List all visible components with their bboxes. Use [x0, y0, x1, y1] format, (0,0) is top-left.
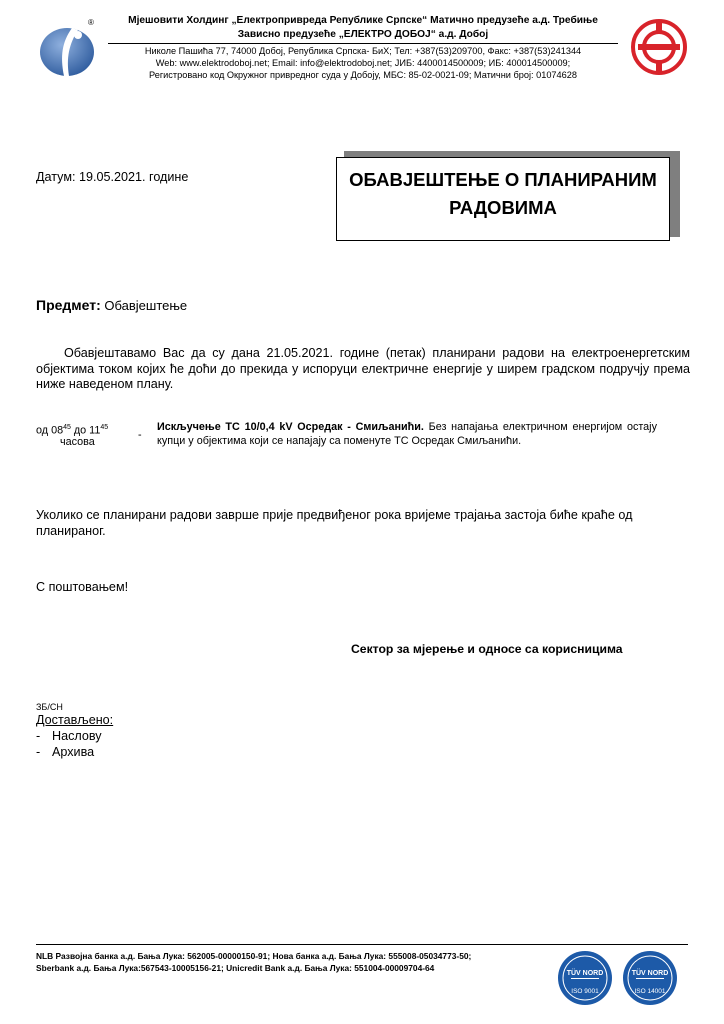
greeting: С поштовањем!	[36, 580, 129, 594]
schedule-to: до 11	[70, 424, 101, 437]
delivered-label: Достављено:	[36, 713, 114, 727]
left-logo	[38, 22, 98, 78]
cert2-brand: TÜV NORD	[631, 970, 669, 977]
document-date: Датум: 19.05.2021. године	[36, 170, 189, 184]
cert1-iso: ISO 9001	[571, 988, 599, 995]
schedule-from: од 08	[36, 424, 64, 437]
iso-9001-badge	[556, 949, 614, 1007]
list-item: - Архива	[36, 744, 95, 759]
bank-line-1: NLB Развојна банка а.д. Бања Лука: 562005-00000150-91; Нова банка а.д. Бања Лука: 555008-05034773-50;	[36, 951, 472, 961]
notice-title-line2: РАДОВИМА	[449, 197, 557, 218]
schedule-outage-title: Искључење ТС 10/0,4 kV Осредак - Смиљанићи.	[157, 421, 424, 433]
iso-14001-badge	[621, 949, 679, 1007]
right-logo	[630, 18, 688, 76]
footer-divider	[36, 944, 688, 945]
notice-title-line1: ОБАВЈЕШТЕЊЕ О ПЛАНИРАНИМ	[349, 169, 657, 190]
schedule-to-minutes: 45	[100, 424, 109, 431]
schedule-hours-label: часова	[60, 436, 95, 448]
delivered-list	[36, 729, 102, 760]
schedule-dash: -	[138, 429, 142, 441]
elektroprivreda-logo-icon	[38, 22, 98, 78]
delivered-item-1: Наслову	[52, 729, 102, 743]
list-item: - Наслову	[36, 729, 102, 743]
schedule-from-minutes: 45	[63, 424, 71, 431]
bank-accounts	[36, 951, 471, 974]
subject-label: Предмет:	[36, 297, 101, 313]
notice-title-box	[336, 157, 670, 241]
holding-name: Мјешовити Холдинг „Електропривреда Републике Српске“ Матично предузеће а.д. Требиње	[128, 15, 598, 26]
contact-line: Web: www.elektrodoboj.net; Email: info@elektrodoboj.net; ЈИБ: 4400014500009; ИБ: 400014500009;	[155, 58, 571, 68]
cert1-brand: TÜV NORD	[566, 970, 604, 977]
schedule-outage-details: Без напајања електричном енергијом остају купци у објектима који се напајају са поменуте ТС Осредак Смиљанићи.	[157, 421, 657, 447]
company-name: Зависно предузеће „ЕЛЕКТРО ДОБОЈ“ а.д. Добој	[237, 29, 489, 40]
cert2-iso: ISO 14001	[634, 988, 666, 995]
bank-line-2: Sberbank а.д. Бања Лука:567543-10005156-21; Unicredit Bank а.д. Бања Лука: 551004-00009704-64	[36, 962, 435, 973]
delivered-item-2: Архива	[52, 744, 95, 759]
tuv-nord-iso-9001-icon	[556, 949, 614, 1007]
intro-paragraph: Обавјештавамо Вас да су дана 21.05.2021. године (петак) планирани радови на електроенергетским објектима током којих ће доћи до прекида у испоруци електричне енергије у ширем градском подручју према ниже наведеном плану.	[36, 346, 690, 391]
initials: ЗБ/СН	[36, 702, 63, 712]
registered-mark: ®	[88, 18, 94, 27]
subject	[36, 297, 187, 314]
elektro-doboj-logo-icon	[630, 18, 688, 76]
tuv-nord-iso-14001-icon	[621, 949, 679, 1007]
schedule-description	[157, 421, 657, 448]
address-line: Николе Пашића 77, 74000 Добој, Република Српска- БиХ; Тел: +387(53)209700, Факс: +387(53)241344	[144, 46, 582, 56]
company-header	[108, 14, 618, 81]
closing-paragraph: Уколико се планирани радови заврше прије предвиђеног рока вријеме трајања застоја биће краће од планираног.	[36, 508, 633, 538]
header-divider	[108, 43, 618, 44]
subject-value: Обавјештење	[104, 298, 188, 313]
signature: Сектор за мјерење и односе са корисницима	[351, 642, 623, 656]
registration-line: Регистровано код Окружног привредног суда у Добоју, МБС: 85-02-0021-09; Матични број: 01074628	[148, 70, 577, 80]
